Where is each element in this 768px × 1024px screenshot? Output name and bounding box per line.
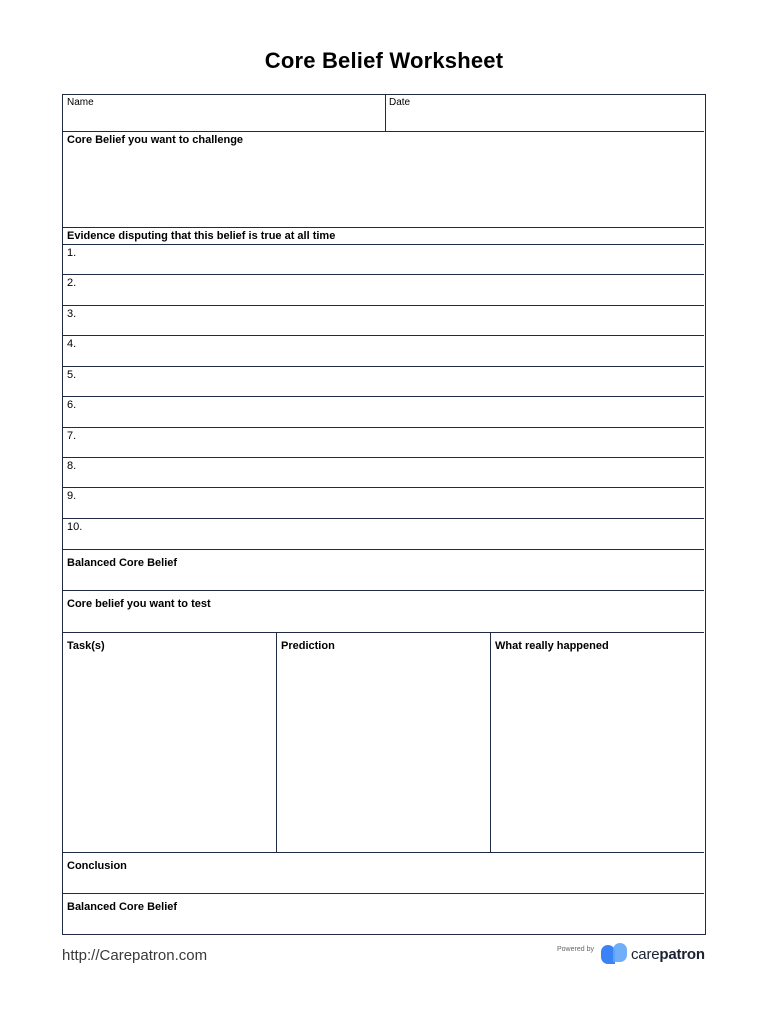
carepatron-logo-icon	[599, 943, 631, 967]
evidence-number: 6.	[67, 399, 77, 411]
what-happened-label: What really happened	[495, 640, 609, 652]
tasks-label: Task(s)	[67, 640, 105, 652]
balanced-core-belief-label: Balanced Core Belief	[67, 557, 178, 569]
evidence-number: 1.	[67, 247, 77, 259]
brand-part2: patron	[659, 946, 705, 963]
evidence-number: 8.	[67, 460, 77, 472]
date-field[interactable]	[385, 95, 704, 131]
evidence-number: 5.	[67, 369, 77, 381]
evidence-row[interactable]	[63, 397, 704, 428]
carepatron-logo[interactable]	[599, 943, 709, 967]
balanced-core-belief-label-2: Balanced Core Belief	[67, 901, 178, 913]
core-belief-challenge-label: Core Belief you want to challenge	[67, 134, 244, 146]
evidence-number: 10.	[67, 521, 83, 533]
carepatron-link[interactable]: http://Carepatron.com	[62, 947, 208, 964]
evidence-row[interactable]	[63, 245, 704, 275]
name-date-row	[63, 95, 704, 132]
date-label: Date	[389, 97, 411, 108]
evidence-number: 7.	[67, 430, 77, 442]
evidence-row[interactable]	[63, 519, 704, 550]
evidence-label: Evidence disputing that this belief is true at all time	[67, 230, 336, 242]
evidence-row[interactable]	[63, 428, 704, 458]
prediction-field[interactable]	[277, 633, 490, 852]
prediction-label: Prediction	[281, 640, 335, 652]
powered-by-text: Powered by	[557, 946, 594, 953]
experiment-row	[63, 633, 704, 853]
conclusion-label: Conclusion	[67, 860, 127, 872]
carepatron-wordmark	[631, 946, 705, 963]
what-happened-field[interactable]	[491, 633, 704, 852]
core-belief-challenge-field[interactable]	[63, 132, 704, 228]
evidence-number: 4.	[67, 338, 77, 350]
core-belief-test-field[interactable]	[63, 591, 704, 633]
evidence-row[interactable]	[63, 306, 704, 336]
name-label: Name	[67, 97, 94, 108]
evidence-row[interactable]	[63, 458, 704, 488]
evidence-row[interactable]	[63, 367, 704, 397]
balanced-core-belief-field-2[interactable]	[63, 894, 704, 934]
brand-part1: care	[631, 946, 660, 963]
balanced-core-belief-field[interactable]	[63, 550, 704, 591]
tasks-field[interactable]	[63, 633, 276, 852]
evidence-number: 3.	[67, 308, 77, 320]
conclusion-field[interactable]	[63, 853, 704, 894]
core-belief-test-label: Core belief you want to test	[67, 598, 211, 610]
evidence-number: 9.	[67, 490, 77, 502]
evidence-header	[63, 228, 704, 245]
evidence-row[interactable]	[63, 488, 704, 519]
worksheet-table	[62, 94, 706, 935]
evidence-row[interactable]	[63, 275, 704, 306]
name-field[interactable]	[63, 95, 385, 131]
page-title: Core Belief Worksheet	[264, 48, 504, 73]
evidence-number: 2.	[67, 277, 77, 289]
evidence-row[interactable]	[63, 336, 704, 367]
